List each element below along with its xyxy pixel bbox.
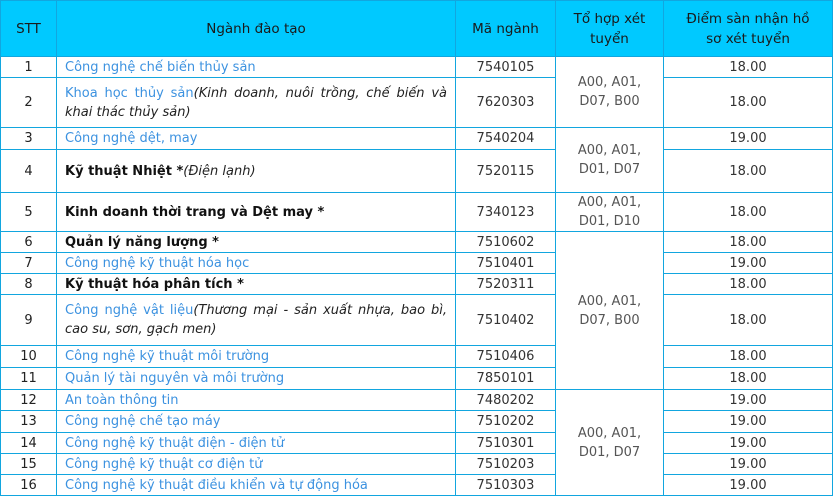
row-score: 18.00 [664,274,833,295]
table-row [1,150,833,193]
row-code: 7520311 [456,274,556,295]
row-stt: 5 [1,193,57,232]
row-major [57,411,456,433]
table-row [1,390,833,411]
row-stt: 14 [1,433,57,454]
row-stt: 1 [1,57,57,78]
row-major [57,274,456,295]
row-code: 7620303 [456,78,556,128]
major-link[interactable]: Công nghệ vật liệu [65,303,194,318]
row-combination: A00, A01, D01, D07 [556,128,664,193]
row-stt: 10 [1,346,57,368]
table-row [1,193,833,232]
major-link[interactable]: Công nghệ kỹ thuật điều khiển và tự động hóa [65,477,368,493]
header-stt: STT [1,1,57,57]
row-code: 7510602 [456,232,556,253]
row-score: 19.00 [664,390,833,411]
row-code: 7510406 [456,346,556,368]
row-major [57,454,456,475]
row-major [57,433,456,454]
table-row [1,78,833,128]
row-major [57,390,456,411]
table-row [1,368,833,390]
major-title: Kinh doanh thời trang và Dệt may * [65,204,325,220]
row-code: 7540204 [456,128,556,150]
row-stt: 15 [1,454,57,475]
row-score: 19.00 [664,253,833,274]
table-row [1,475,833,496]
row-major [57,150,456,193]
row-stt: 13 [1,411,57,433]
row-code: 7510401 [456,253,556,274]
major-link[interactable]: Công nghệ kỹ thuật môi trường [65,349,270,364]
row-score: 18.00 [664,232,833,253]
row-score: 19.00 [664,433,833,454]
row-combination: A00, A01, D01, D07 [556,390,664,496]
header-combination: Tổ hợp xét tuyển [556,1,664,57]
header-score: Điểm sàn nhận hồ sơ xét tuyển [664,1,833,57]
table-row [1,295,833,346]
row-score: 18.00 [664,346,833,368]
row-score: 18.00 [664,150,833,193]
major-title: Kỹ thuật Nhiệt * [65,163,184,179]
row-score: 18.00 [664,57,833,78]
major-link[interactable]: Khoa học thủy sản [65,85,194,101]
row-major [57,128,456,150]
row-score: 18.00 [664,78,833,128]
row-major [57,475,456,496]
major-note: (Thương mại - sản xuất nhựa, bao bì, cao su, sơn, gạch men) [65,303,447,337]
row-code: 7340123 [456,193,556,232]
row-score: 18.00 [664,368,833,390]
header-row [1,1,833,57]
row-major [57,253,456,274]
major-title: Quản lý năng lượng * [65,234,219,250]
table-row [1,253,833,274]
row-major [57,346,456,368]
row-combination: A00, A01, D07, B00 [556,232,664,390]
row-major [57,57,456,78]
major-link[interactable]: Công nghệ kỹ thuật hóa học [65,255,250,271]
row-code: 7480202 [456,390,556,411]
row-code: 7510203 [456,454,556,475]
row-major [57,368,456,390]
table-row [1,433,833,454]
major-note: (Kinh doanh, nuôi trồng, chế biến và khai thác thủy sản) [65,85,447,120]
row-score: 18.00 [664,193,833,232]
table-row [1,454,833,475]
row-stt: 4 [1,150,57,193]
row-stt: 3 [1,128,57,150]
row-score: 19.00 [664,454,833,475]
row-stt: 8 [1,274,57,295]
table-header [1,1,833,57]
major-title: Kỹ thuật hóa phân tích * [65,276,244,292]
major-link[interactable]: Công nghệ chế tạo máy [65,414,221,429]
table-row [1,232,833,253]
row-code: 7520115 [456,150,556,193]
table-row [1,274,833,295]
row-stt: 7 [1,253,57,274]
row-major [57,232,456,253]
row-code: 7510402 [456,295,556,346]
row-score: 19.00 [664,475,833,496]
table-row [1,411,833,433]
major-link[interactable]: An toàn thông tin [65,392,179,408]
row-score: 19.00 [664,128,833,150]
major-link[interactable]: Công nghệ dệt, may [65,131,198,146]
row-score: 19.00 [664,411,833,433]
major-link[interactable]: Công nghệ chế biến thủy sản [65,59,256,75]
major-link[interactable]: Quản lý tài nguyên và môi trường [65,371,285,386]
row-code: 7850101 [456,368,556,390]
header-major: Ngành đào tạo [57,1,456,57]
row-stt: 11 [1,368,57,390]
table-row [1,346,833,368]
row-stt: 2 [1,78,57,128]
row-major [57,193,456,232]
row-major [57,295,456,346]
table-body [1,57,833,496]
row-stt: 16 [1,475,57,496]
header-code: Mã ngành [456,1,556,57]
major-link[interactable]: Công nghệ kỹ thuật cơ điện tử [65,456,263,472]
row-code: 7540105 [456,57,556,78]
row-combination: A00, A01, D01, D10 [556,193,664,232]
row-major [57,78,456,128]
row-stt: 12 [1,390,57,411]
row-code: 7510202 [456,411,556,433]
row-stt: 6 [1,232,57,253]
table-row [1,57,833,78]
row-score: 18.00 [664,295,833,346]
row-code: 7510303 [456,475,556,496]
row-code: 7510301 [456,433,556,454]
table-row [1,128,833,150]
row-combination: A00, A01, D07, B00 [556,57,664,128]
major-note: (Điện lạnh) [183,163,256,179]
row-stt: 9 [1,295,57,346]
major-link[interactable]: Công nghệ kỹ thuật điện - điện tử [65,435,285,451]
